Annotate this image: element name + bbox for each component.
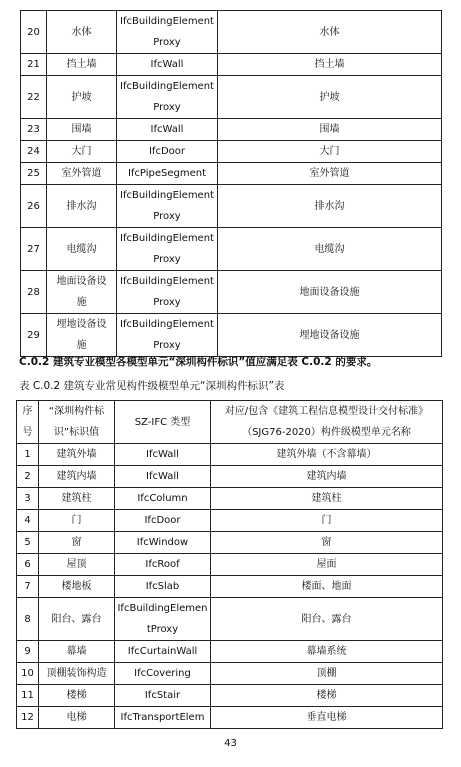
header-standard-name: 对应/包含《建筑工程信息模型设计交付标准》 （SJG76-2020）构件级模型单元名称 xyxy=(211,401,443,444)
ifc-type: IfcWindow xyxy=(115,532,211,554)
ifc-type: IfcBuildingElemen tProxy xyxy=(115,598,211,641)
element-name: 围墙 xyxy=(47,119,117,141)
standard-element-name: 挡土墙 xyxy=(218,54,442,76)
table-caption: 表 C.0.2 建筑专业常见构件级模型单元“深圳构件标识”表 xyxy=(19,380,285,392)
row-number: 24 xyxy=(21,141,47,163)
element-name: 楼梯 xyxy=(39,685,115,707)
element-name: 门 xyxy=(39,510,115,532)
ifc-type: IfcBuildingElement Proxy xyxy=(117,185,218,228)
row-number: 25 xyxy=(21,163,47,185)
row-number: 21 xyxy=(21,54,47,76)
clause-c02: C.0.2 建筑专业模型各模型单元“深圳构件标识”值应满足表 C.0.2 的要求。 xyxy=(19,356,378,368)
row-number: 6 xyxy=(17,554,39,576)
table-row xyxy=(17,576,443,598)
standard-element-name: 屋面 xyxy=(211,554,443,576)
table-row xyxy=(17,598,443,641)
table-row xyxy=(17,707,443,729)
element-name: 阳台、露台 xyxy=(39,598,115,641)
ifc-type: IfcBuildingElement Proxy xyxy=(117,228,218,271)
page-number: 43 xyxy=(224,738,237,749)
ifc-type: IfcBuildingElement Proxy xyxy=(117,76,218,119)
ifc-type: IfcCurtainWall xyxy=(115,641,211,663)
standard-element-name: 顶棚 xyxy=(211,663,443,685)
row-number: 8 xyxy=(17,598,39,641)
element-name: 楼地板 xyxy=(39,576,115,598)
table-header-row xyxy=(17,401,443,444)
standard-element-name: 阳台、露台 xyxy=(211,598,443,641)
ifc-type: IfcDoor xyxy=(117,141,218,163)
ifc-type: IfcTransportElem xyxy=(115,707,211,729)
standard-element-name: 大门 xyxy=(218,141,442,163)
element-name: 室外管道 xyxy=(47,163,117,185)
standard-element-name: 电缆沟 xyxy=(218,228,442,271)
table-continued-site-elements xyxy=(20,10,442,357)
ifc-type: IfcPipeSegment xyxy=(117,163,218,185)
ifc-type: IfcRoof xyxy=(115,554,211,576)
row-number: 26 xyxy=(21,185,47,228)
header-id: “深圳构件标 识”标识值 xyxy=(39,401,115,444)
table-row xyxy=(17,641,443,663)
element-name: 电梯 xyxy=(39,707,115,729)
standard-element-name: 窗 xyxy=(211,532,443,554)
ifc-type: IfcBuildingElement Proxy xyxy=(117,271,218,314)
row-number: 10 xyxy=(17,663,39,685)
standard-element-name: 埋地设备设施 xyxy=(218,314,442,357)
table-row xyxy=(21,54,442,76)
element-name: 建筑外墙 xyxy=(39,444,115,466)
table-row xyxy=(21,185,442,228)
element-name: 顶棚装饰构造 xyxy=(39,663,115,685)
row-number: 1 xyxy=(17,444,39,466)
table-row xyxy=(17,663,443,685)
standard-element-name: 门 xyxy=(211,510,443,532)
element-name: 电缆沟 xyxy=(47,228,117,271)
table-row xyxy=(21,163,442,185)
element-name: 地面设备设 施 xyxy=(47,271,117,314)
standard-element-name: 地面设备设施 xyxy=(218,271,442,314)
ifc-type: IfcCovering xyxy=(115,663,211,685)
standard-element-name: 建筑外墙（不含幕墙） xyxy=(211,444,443,466)
row-number: 29 xyxy=(21,314,47,357)
table-c02 xyxy=(16,400,443,729)
ifc-type: IfcSlab xyxy=(115,576,211,598)
row-number: 28 xyxy=(21,271,47,314)
standard-element-name: 围墙 xyxy=(218,119,442,141)
row-number: 27 xyxy=(21,228,47,271)
standard-element-name: 建筑柱 xyxy=(211,488,443,510)
element-name: 建筑柱 xyxy=(39,488,115,510)
row-number: 4 xyxy=(17,510,39,532)
table-row xyxy=(17,510,443,532)
element-name: 水体 xyxy=(47,11,117,54)
ifc-type: IfcBuildingElement Proxy xyxy=(117,11,218,54)
row-number: 22 xyxy=(21,76,47,119)
table-row xyxy=(21,76,442,119)
table-row xyxy=(21,141,442,163)
element-name: 大门 xyxy=(47,141,117,163)
standard-element-name: 排水沟 xyxy=(218,185,442,228)
row-number: 20 xyxy=(21,11,47,54)
standard-element-name: 楼梯 xyxy=(211,685,443,707)
row-number: 7 xyxy=(17,576,39,598)
row-number: 2 xyxy=(17,466,39,488)
row-number: 11 xyxy=(17,685,39,707)
table-row xyxy=(17,685,443,707)
element-name: 排水沟 xyxy=(47,185,117,228)
row-number: 3 xyxy=(17,488,39,510)
standard-element-name: 幕墙系统 xyxy=(211,641,443,663)
row-number: 12 xyxy=(17,707,39,729)
element-name: 窗 xyxy=(39,532,115,554)
row-number: 9 xyxy=(17,641,39,663)
header-seq: 序 号 xyxy=(17,401,39,444)
table-row xyxy=(21,11,442,54)
element-name: 护坡 xyxy=(47,76,117,119)
table-row xyxy=(17,444,443,466)
ifc-type: IfcBuildingElement Proxy xyxy=(117,314,218,357)
element-name: 幕墙 xyxy=(39,641,115,663)
table-row xyxy=(17,532,443,554)
table-row xyxy=(21,119,442,141)
ifc-type: IfcWall xyxy=(115,444,211,466)
standard-element-name: 建筑内墙 xyxy=(211,466,443,488)
ifc-type: IfcColumn xyxy=(115,488,211,510)
element-name: 挡土墙 xyxy=(47,54,117,76)
table-row xyxy=(21,228,442,271)
standard-element-name: 护坡 xyxy=(218,76,442,119)
element-name: 屋顶 xyxy=(39,554,115,576)
standard-element-name: 垂直电梯 xyxy=(211,707,443,729)
table-row xyxy=(17,466,443,488)
element-name: 建筑内墙 xyxy=(39,466,115,488)
standard-element-name: 室外管道 xyxy=(218,163,442,185)
row-number: 23 xyxy=(21,119,47,141)
row-number: 5 xyxy=(17,532,39,554)
element-name: 埋地设备设 施 xyxy=(47,314,117,357)
header-ifc-type: SZ-IFC 类型 xyxy=(115,401,211,444)
table-row xyxy=(21,271,442,314)
ifc-type: IfcWall xyxy=(117,54,218,76)
ifc-type: IfcWall xyxy=(117,119,218,141)
ifc-type: IfcStair xyxy=(115,685,211,707)
table-row xyxy=(21,314,442,357)
table-row xyxy=(17,554,443,576)
table-row xyxy=(17,488,443,510)
standard-element-name: 水体 xyxy=(218,11,442,54)
ifc-type: IfcWall xyxy=(115,466,211,488)
standard-element-name: 楼面、地面 xyxy=(211,576,443,598)
ifc-type: IfcDoor xyxy=(115,510,211,532)
